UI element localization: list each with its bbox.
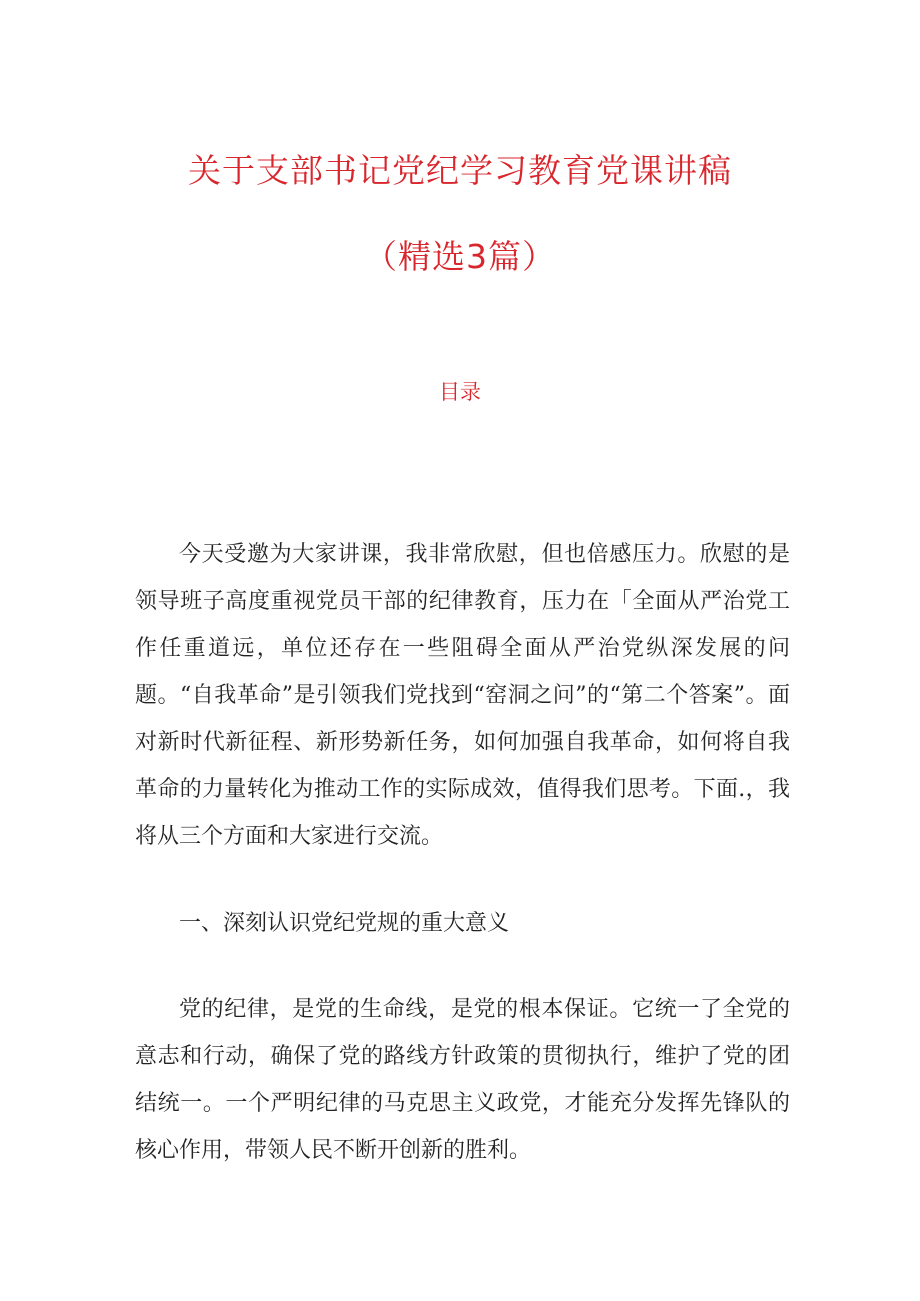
document-subtitle: （精选3篇） (364, 237, 556, 276)
section-heading-1: 一、深刻认识党纪党规的重大意义 (179, 911, 510, 936)
paragraph-intro: 今天受邀为大家讲课，我非常欣慰，但也倍感压力。欣慰的是领导班子高度重视党员干部的纪律教育，压力在「全面从严治党工作任重道远，单位还存在一些阻碍全面从严治党纵深发展的问题。“自我革命”是引领我们党找到“窑洞之问”的“第二个答案”。面对新时代新征程、新形势新任务，如何加强自我革命，如何将自我革命的力量转化为推动工作的实际成效，值得我们思考。下面.，我将从三个方面和大家进行交流。 (135, 542, 791, 849)
paragraph-discipline: 党的纪律，是党的生命线，是党的根本保证。它统一了全党的意志和行动，确保了党的路线方针政策的贯彻执行，维护了党的团结统一。一个严明纪律的马克思主义政党，才能充分发挥先锋队的核心作用，带领人民不断开创新的胜利。 (135, 997, 790, 1163)
toc-label[interactable]: 目录 (439, 380, 481, 404)
document-title: 关于支部书记党纪学习教育党课讲稿 (188, 151, 732, 190)
